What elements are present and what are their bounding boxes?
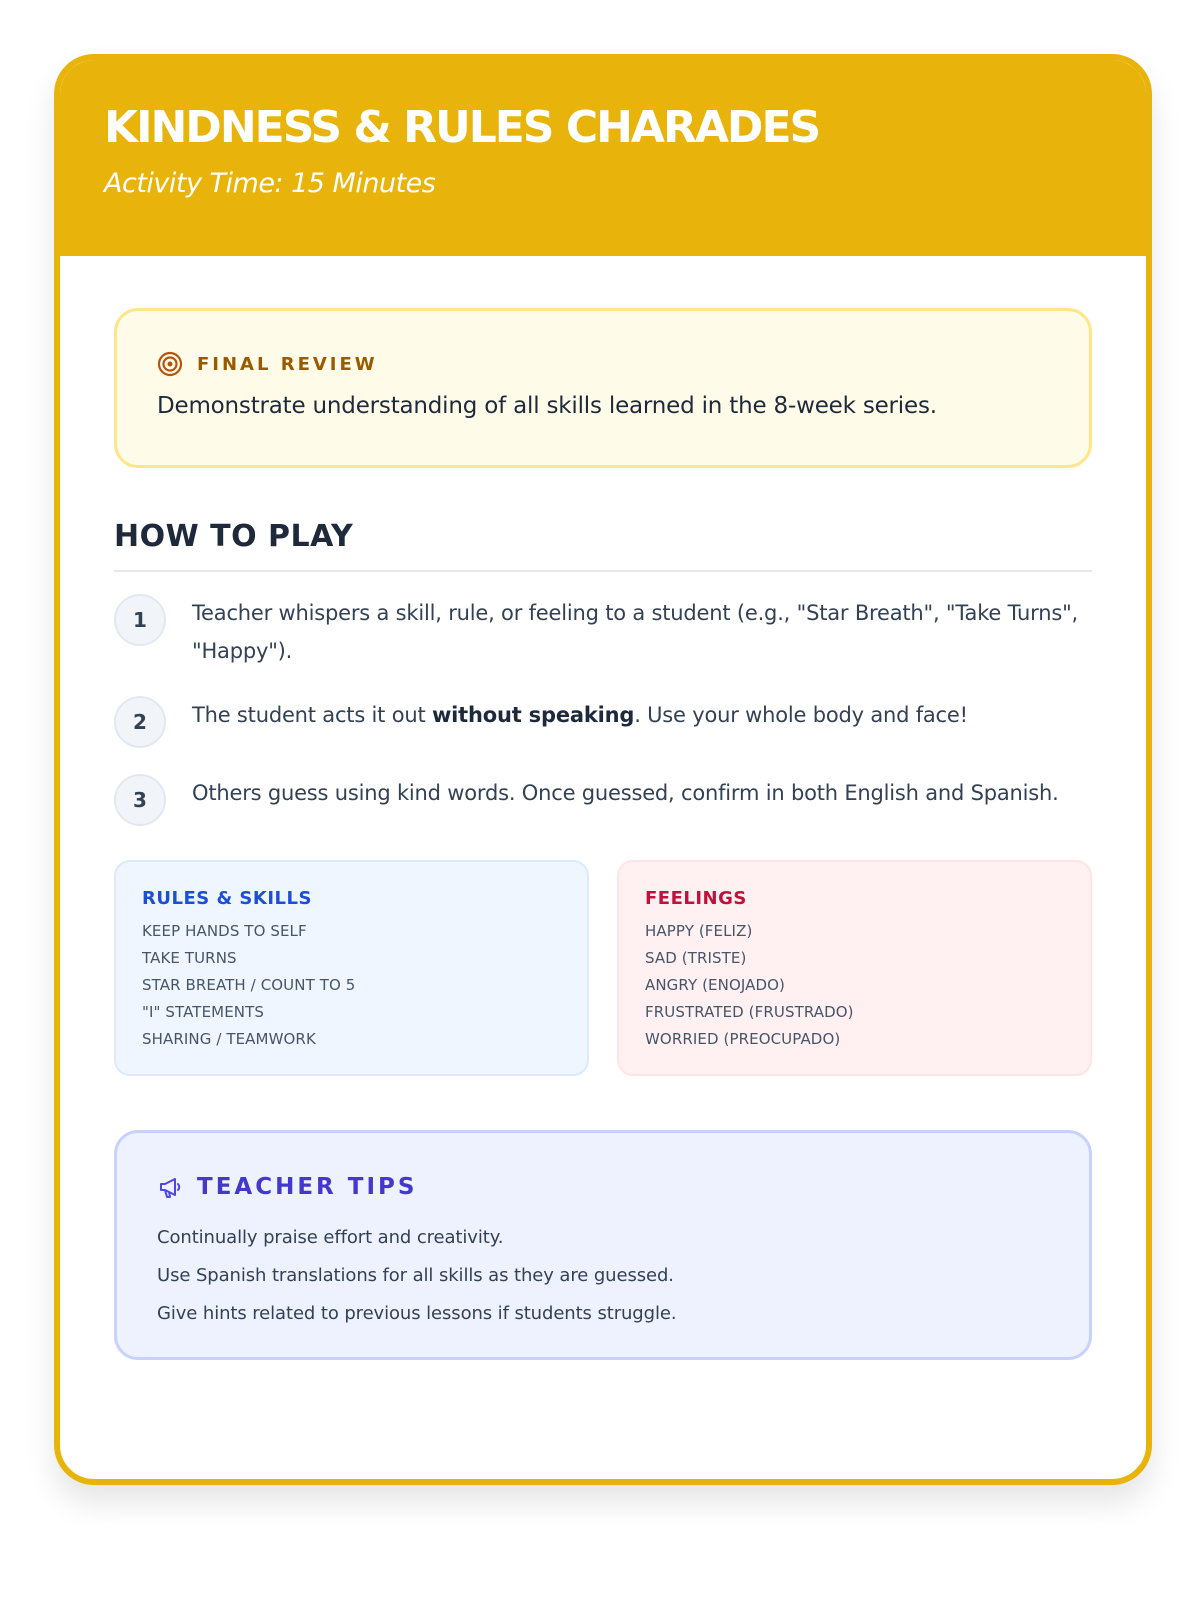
rules-skills-title: RULES & SKILLS: [142, 888, 312, 909]
megaphone-icon: [157, 1173, 185, 1201]
step-item: [114, 594, 1092, 670]
step-text: Teacher whispers a skill, rule, or feeling to a student (e.g., "Star Breath", "Take Turns", "Happy").: [192, 601, 1079, 663]
feelings-card: [617, 860, 1092, 1076]
steps-list: [114, 594, 1092, 826]
page-title: KINDNESS & RULES CHARADES: [104, 102, 820, 153]
step-text-part: . Use your whole body and face!: [634, 703, 968, 727]
how-to-play-heading: HOW TO PLAY: [114, 516, 1092, 572]
card-header: [60, 60, 1146, 256]
word-lists: [114, 860, 1092, 1076]
step-number: 2: [114, 696, 166, 748]
list-item: STAR BREATH / COUNT TO 5: [142, 976, 356, 994]
final-review-text: Demonstrate understanding of all skills learned in the 8-week series.: [157, 393, 937, 419]
target-icon: [157, 351, 183, 377]
list-item: SHARING / TEAMWORK: [142, 1030, 316, 1048]
list-item: KEEP HANDS TO SELF: [142, 922, 307, 940]
final-review-box: [114, 308, 1092, 468]
tip-item: Give hints related to previous lessons if students struggle.: [157, 1303, 677, 1324]
step-item: [114, 774, 1092, 826]
final-review-label: FINAL REVIEW: [197, 353, 378, 375]
teacher-tips-box: [114, 1130, 1092, 1360]
list-item: SAD (TRISTE): [645, 949, 747, 967]
final-review-header: [157, 349, 1049, 379]
list-item: HAPPY (FELIZ): [645, 922, 753, 940]
step-item: [114, 696, 1092, 748]
list-item: TAKE TURNS: [142, 949, 237, 967]
feelings-title: FEELINGS: [645, 888, 747, 909]
tip-item: Continually praise effort and creativity.: [157, 1227, 504, 1248]
tip-item: Use Spanish translations for all skills as they are guessed.: [157, 1265, 674, 1286]
teacher-tips-label: TEACHER TIPS: [197, 1174, 418, 1200]
step-text: [192, 696, 968, 734]
list-item: ANGRY (ENOJADO): [645, 976, 785, 994]
step-number: 1: [114, 594, 166, 646]
step-number: 3: [114, 774, 166, 826]
list-item: WORRIED (PREOCUPADO): [645, 1030, 841, 1048]
rules-skills-card: [114, 860, 589, 1076]
list-item: "I" STATEMENTS: [142, 1003, 264, 1021]
activity-time: Activity Time: 15 Minutes: [104, 168, 436, 199]
teacher-tips-header: [157, 1169, 1049, 1205]
step-text: Others guess using kind words. Once guessed, confirm in both English and Spanish.: [192, 781, 1059, 805]
step-text-part: The student acts it out: [192, 703, 432, 727]
activity-card: [54, 54, 1152, 1485]
list-item: FRUSTRATED (FRUSTRADO): [645, 1003, 854, 1021]
step-text-emphasis: without speaking: [431, 703, 635, 727]
card-body: [60, 256, 1146, 1360]
